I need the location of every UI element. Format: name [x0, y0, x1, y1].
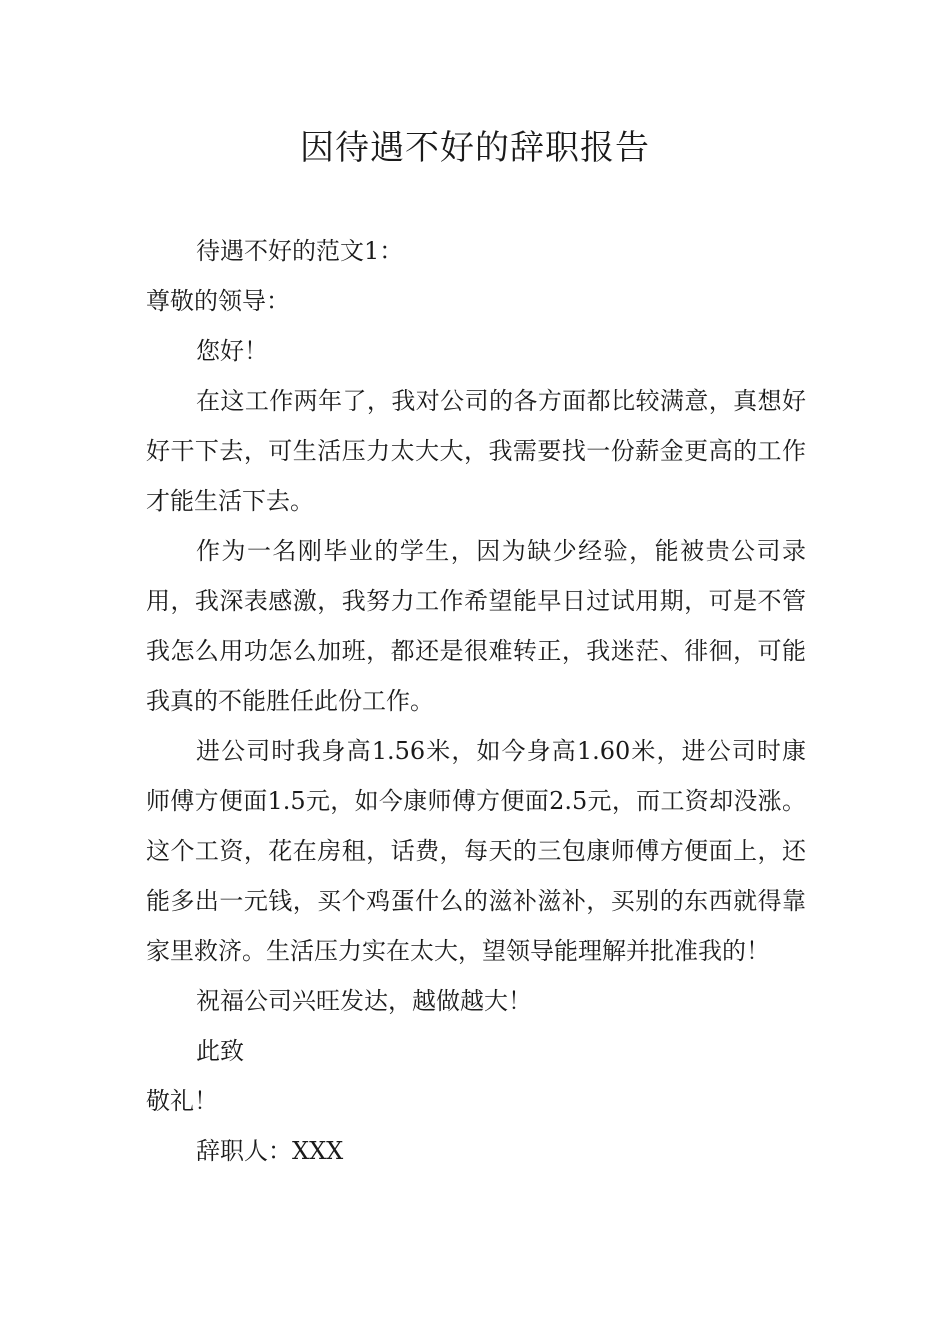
greeting: 您好！: [196, 337, 268, 365]
document-body: [146, 226, 806, 1176]
body-paragraph-1: 在这工作两年了，我对公司的各方面都比较满意，真想好好干下去，可生活压力太大大，我需要找一份薪金更高的工作才能生活下去。: [146, 387, 806, 515]
closing-jingli: 敬礼！: [146, 1087, 218, 1115]
salutation: 尊敬的领导：: [146, 287, 290, 315]
closing-wish: 祝福公司兴旺发达，越做越大！: [196, 987, 532, 1015]
body-paragraph-2: 作为一名刚毕业的学生，因为缺少经验，能被贵公司录用，我深表感激，我努力工作希望能早日过试用期，可是不管我怎么用功怎么加班，都还是很难转正，我迷茫、徘徊，可能我真的不能胜任此份工作。: [146, 537, 806, 715]
closing-cizhi: 此致: [196, 1037, 244, 1065]
signature-line: 辞职人：XXX: [196, 1137, 344, 1165]
body-paragraph-3: 进公司时我身高1.56米，如今身高1.60米，进公司时康师傅方便面1.5元，如今康师傅方便面2.5元，而工资却没涨。这个工资，花在房租，话费，每天的三包康师傅方便面上，还能多出一元钱，买个鸡蛋什么的滋补滋补，买别的东西就得靠家里救济。生活压力实在太大，望领导能理解并批准我的！: [146, 737, 806, 965]
sample-heading: 待遇不好的范文1：: [196, 237, 404, 265]
document-title: 因待遇不好的辞职报告: [300, 128, 650, 168]
